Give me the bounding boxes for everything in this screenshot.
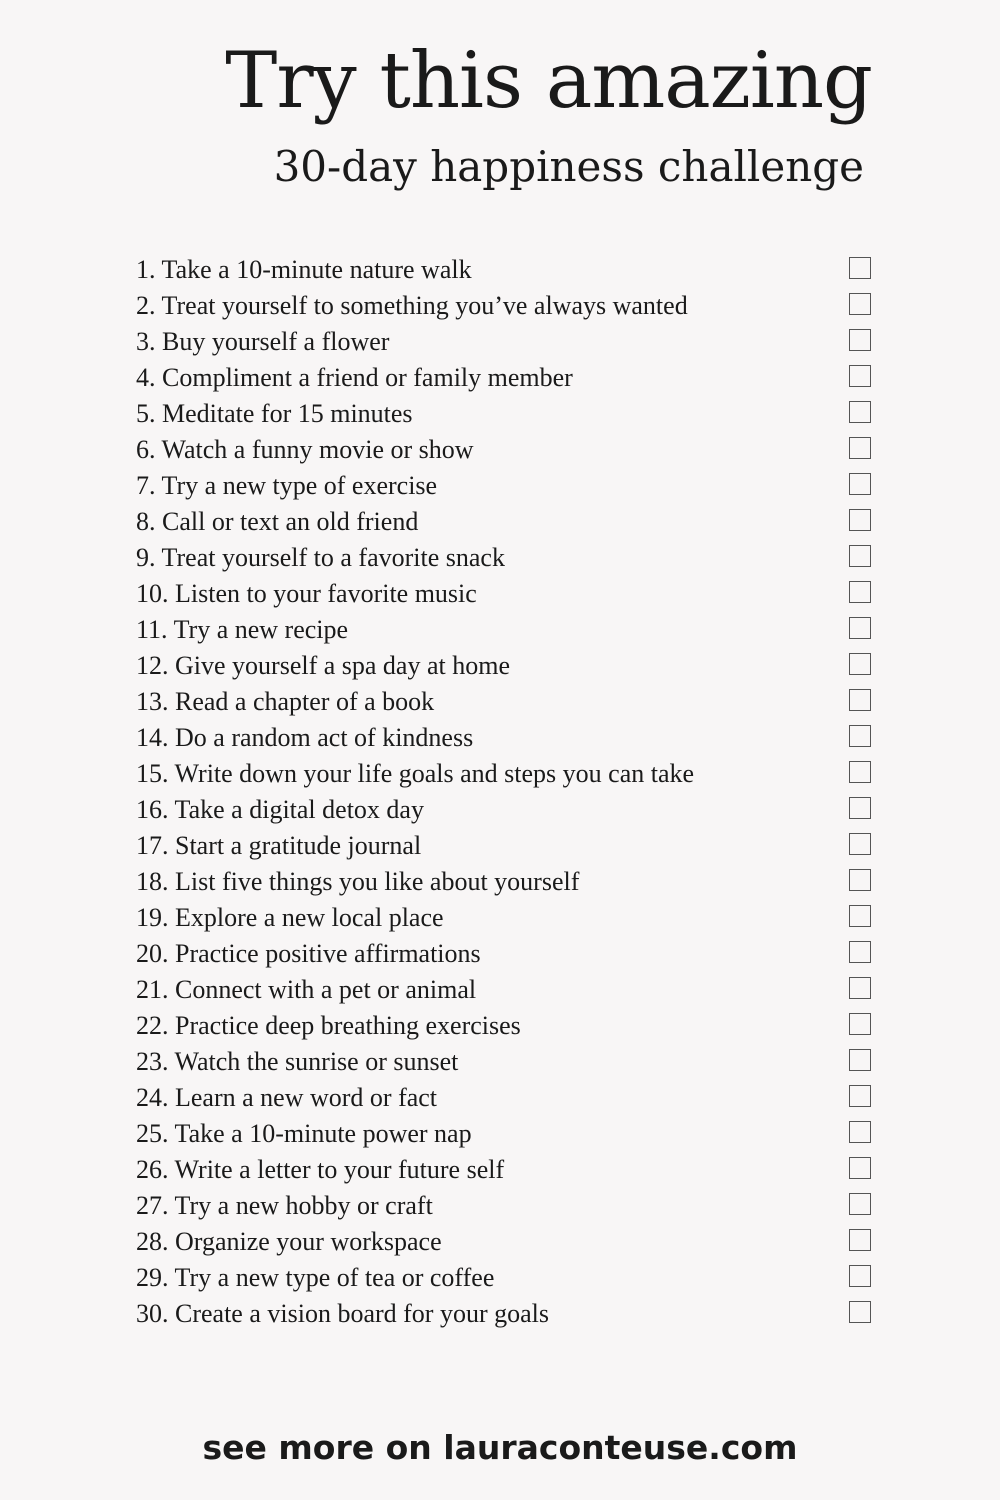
list-item: [136, 1224, 876, 1260]
challenge-item-label: 20. Practice positive affirmations: [136, 939, 481, 968]
checkbox[interactable]: [849, 401, 871, 423]
checkbox[interactable]: [849, 761, 871, 783]
page-subtitle: 30-day happiness challenge: [273, 142, 864, 191]
challenge-item-label: 15. Write down your life goals and steps you can take: [136, 759, 695, 788]
challenge-item-label: 16. Take a digital detox day: [136, 795, 424, 824]
checkbox[interactable]: [849, 365, 871, 387]
footer-link-text: see more on lauraconteuse.com: [202, 1428, 798, 1467]
challenge-item-label: 24. Learn a new word or fact: [136, 1083, 438, 1112]
challenge-item-label: 19. Explore a new local place: [136, 903, 444, 932]
list-item: [136, 684, 876, 720]
checkbox[interactable]: [849, 437, 871, 459]
challenge-item-label: 22. Practice deep breathing exercises: [136, 1011, 521, 1040]
list-item: [136, 1008, 876, 1044]
list-item: [136, 576, 876, 612]
challenge-item-label: 1. Take a 10-minute nature walk: [136, 255, 472, 284]
challenge-item-label: 10. Listen to your favorite music: [136, 579, 477, 608]
challenge-item-label: 18. List five things you like about yourself: [136, 867, 580, 896]
challenge-item-label: 17. Start a gratitude journal: [136, 831, 422, 860]
checkbox[interactable]: [849, 1301, 871, 1323]
list-item: [136, 396, 876, 432]
list-item: [136, 432, 876, 468]
page-title: Try this amazing: [225, 36, 872, 126]
list-item: [136, 1260, 876, 1296]
checkbox[interactable]: [849, 941, 871, 963]
challenge-item-label: 8. Call or text an old friend: [136, 507, 419, 536]
challenge-list: [136, 252, 876, 1332]
checkbox[interactable]: [849, 977, 871, 999]
list-item: [136, 324, 876, 360]
list-item: [136, 468, 876, 504]
checkbox[interactable]: [849, 1157, 871, 1179]
checkbox[interactable]: [849, 509, 871, 531]
checkbox[interactable]: [849, 869, 871, 891]
list-item: [136, 1188, 876, 1224]
list-item: [136, 828, 876, 864]
challenge-item-label: 4. Compliment a friend or family member: [136, 363, 573, 392]
challenge-item-label: 14. Do a random act of kindness: [136, 723, 474, 752]
list-item: [136, 648, 876, 684]
checkbox[interactable]: [849, 653, 871, 675]
checkbox[interactable]: [849, 329, 871, 351]
list-item: [136, 756, 876, 792]
challenge-item-label: 12. Give yourself a spa day at home: [136, 651, 511, 680]
checkbox[interactable]: [849, 1265, 871, 1287]
challenge-item-label: 3. Buy yourself a flower: [136, 327, 390, 356]
challenge-item-label: 30. Create a vision board for your goals: [136, 1299, 550, 1328]
challenge-item-label: 2. Treat yourself to something you’ve always wanted: [136, 291, 688, 320]
challenge-item-label: 5. Meditate for 15 minutes: [136, 399, 413, 428]
list-item: [136, 720, 876, 756]
checkbox[interactable]: [849, 725, 871, 747]
checkbox[interactable]: [849, 1049, 871, 1071]
list-item: [136, 972, 876, 1008]
list-item: [136, 900, 876, 936]
checkbox[interactable]: [849, 905, 871, 927]
checkbox[interactable]: [849, 257, 871, 279]
list-item: [136, 792, 876, 828]
list-item: [136, 252, 876, 288]
checkbox[interactable]: [849, 1085, 871, 1107]
challenge-item-label: 21. Connect with a pet or animal: [136, 975, 477, 1004]
checkbox[interactable]: [849, 581, 871, 603]
checkbox[interactable]: [849, 293, 871, 315]
checkbox[interactable]: [849, 1013, 871, 1035]
list-item: [136, 504, 876, 540]
challenge-item-label: 13. Read a chapter of a book: [136, 687, 435, 716]
list-item: [136, 1080, 876, 1116]
list-item: [136, 288, 876, 324]
challenge-item-label: 28. Organize your workspace: [136, 1227, 442, 1256]
list-item: [136, 1116, 876, 1152]
checkbox[interactable]: [849, 1229, 871, 1251]
list-item: [136, 1152, 876, 1188]
checkbox[interactable]: [849, 1121, 871, 1143]
checkbox[interactable]: [849, 545, 871, 567]
list-item: [136, 1044, 876, 1080]
checkbox[interactable]: [849, 797, 871, 819]
checkbox[interactable]: [849, 617, 871, 639]
challenge-item-label: 11. Try a new recipe: [136, 615, 349, 644]
challenge-item-label: 27. Try a new hobby or craft: [136, 1191, 433, 1220]
list-item: [136, 612, 876, 648]
challenge-item-label: 25. Take a 10-minute power nap: [136, 1119, 472, 1148]
challenge-item-label: 9. Treat yourself to a favorite snack: [136, 543, 505, 572]
challenge-item-label: 7. Try a new type of exercise: [136, 471, 438, 500]
list-item: [136, 540, 876, 576]
list-item: [136, 1296, 876, 1332]
checkbox[interactable]: [849, 833, 871, 855]
checkbox[interactable]: [849, 689, 871, 711]
challenge-item-label: 26. Write a letter to your future self: [136, 1155, 505, 1184]
list-item: [136, 936, 876, 972]
challenge-item-label: 6. Watch a funny movie or show: [136, 435, 474, 464]
list-item: [136, 360, 876, 396]
checkbox[interactable]: [849, 473, 871, 495]
list-item: [136, 864, 876, 900]
checkbox[interactable]: [849, 1193, 871, 1215]
challenge-item-label: 23. Watch the sunrise or sunset: [136, 1047, 459, 1076]
challenge-item-label: 29. Try a new type of tea or coffee: [136, 1263, 495, 1292]
